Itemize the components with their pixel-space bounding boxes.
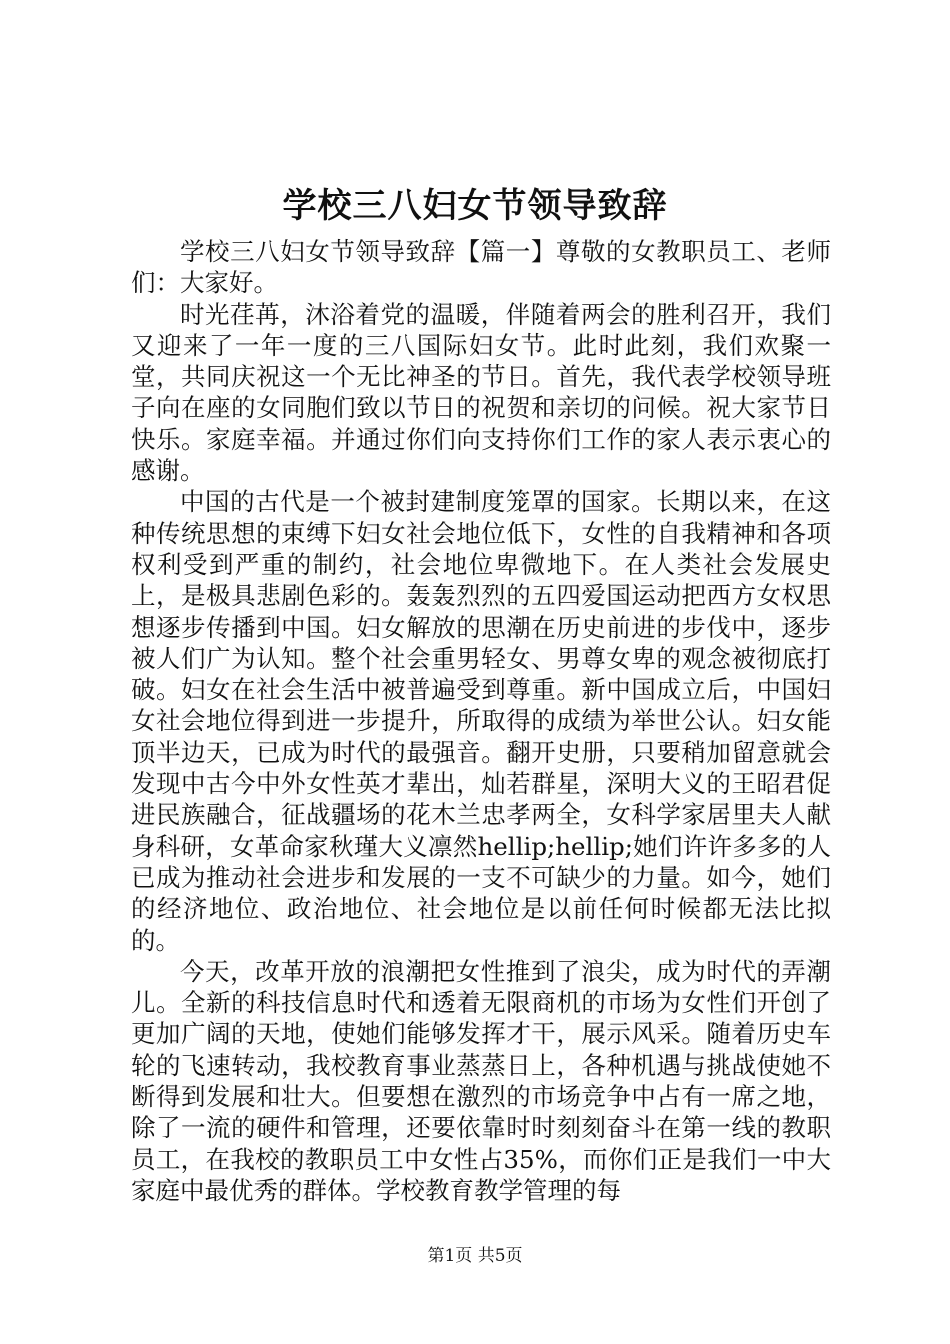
paragraph-3: 中国的古代是一个被封建制度笼罩的国家。长期以来，在这种传统思想的束缚下妇女社会地位低下，女性的自我精神和各项权利受到严重的制约，社会地位卑微地下。在人类社会发展史上，是极具悲剧色彩的。轰轰烈烈的五四爱国运动把西方女权思想逐步传播到中国。妇女解放的思潮在历史前进的步伐中，逐步被人们广为认知。整个社会重男轻女、男尊女卑的观念被彻底打破。妇女在社会生活中被普遍受到尊重。新中国成立后，中国妇女社会地位得到进一步提升，所取得的成绩为举世公认。妇女能顶半边天，已成为时代的最强音。翻开史册，只要稍加留意就会发现中古今中外女性英才辈出，灿若群星，深明大义的王昭君促进民族融合，征战疆场的花木兰忠孝两全，女科学家居里夫人献身科研，女革命家秋瑾大义凛然hellip;hellip;她们许许多多的人已成为推动社会进步和发展的一支不可缺少的力量。如今，她们的经济地位、政治地位、社会地位是以前任何时候都无法比拟的。: [131, 487, 831, 955]
paragraph-2: 时光荏苒，沐浴着党的温暖，伴随着两会的胜利召开，我们又迎来了一年一度的三八国际妇女节。此时此刻，我们欢聚一堂，共同庆祝这一个无比神圣的节日。首先，我代表学校领导班子向在座的女同胞们致以节日的祝贺和亲切的问候。祝大家节日快乐。家庭幸福。并通过你们向支持你们工作的家人表示衷心的感谢。: [131, 299, 831, 486]
document-body: [131, 236, 831, 1206]
document-title: 学校三八妇女节领导致辞: [282, 186, 668, 226]
page-number-footer: 第1页 共5页: [427, 1246, 523, 1266]
paragraph-4: 今天，改革开放的浪潮把女性推到了浪尖，成为时代的弄潮儿。全新的科技信息时代和透着无限商机的市场为女性们开创了更加广阔的天地，使她们能够发挥才干，展示风采。随着历史车轮的飞速转动，我校教育事业蒸蒸日上，各种机遇与挑战使她不断得到发展和壮大。但要想在激烈的市场竞争中占有一席之地，除了一流的硬件和管理，还要依靠时时刻刻奋斗在第一线的教职员工，在我校的教职员工中女性占35%，而你们正是我们一中大家庭中最优秀的群体。学校教育教学管理的每: [131, 956, 831, 1205]
paragraph-1: 学校三八妇女节领导致辞【篇一】尊敬的女教职员工、老师们：大家好。: [131, 237, 831, 298]
